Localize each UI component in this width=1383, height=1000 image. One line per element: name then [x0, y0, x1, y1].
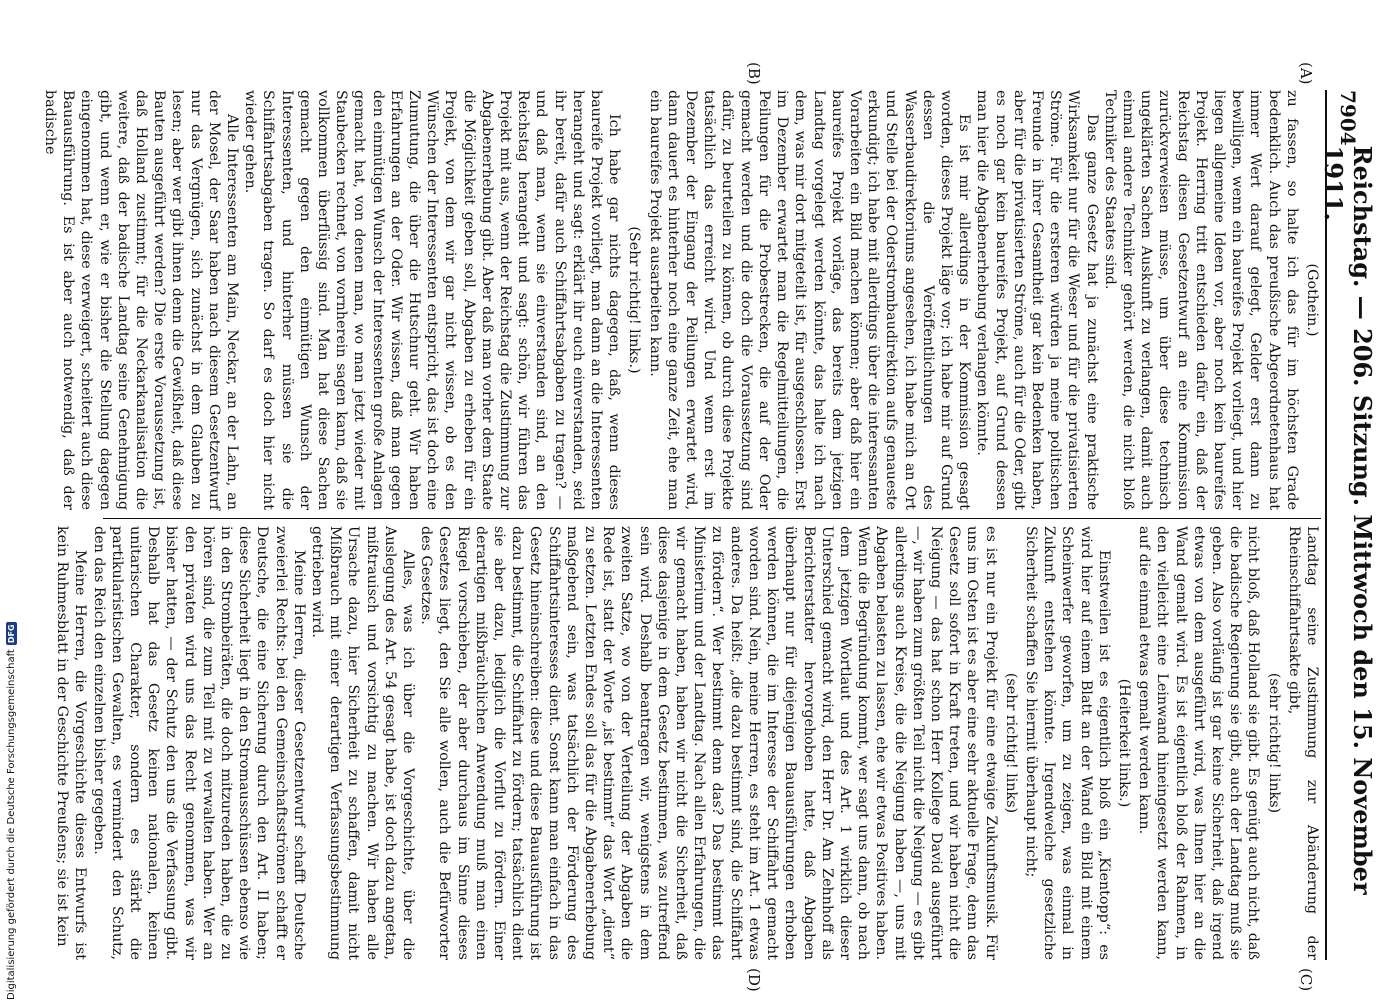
- margin-marker-d: (D): [745, 968, 763, 992]
- digitization-credit: [6, 610, 22, 1000]
- paragraph: Alle Interessenten am Main, Neckar, an der Lahn, an der Mosel, der Saar haben nach diesem Gesetzentwurf nur das Vergnügen, sich zunächst in dem Glauben zu lesen; aber wer gibt ihnen denn die Gewißheit, daß diese Bauten ausgeführt werden? Die erste Voraussetzung ist, daß Holland zustimmt; für die Neckarkanalisation die weitere, daß der badische Landtag seine Genehmigung gibt, und wenn er, wie er bisher die Stellung dagegen eingenommen hat, diese verweigert, scheitert auch diese Bauausführung. Es ist aber auch notwendig, daß der badische: [41, 90, 241, 510]
- paragraph: Meine Herren, die Vorgeschichte dieses Entwurfs ist kein Ruhmesblatt in der Geschichte Preußens; sie ist kein: [54, 526, 89, 960]
- margin-marker-b: (B): [745, 62, 763, 85]
- interjection: (sehr richtig! links): [1265, 672, 1282, 814]
- paragraph: Das ganze Gesetz hat ja zunächst eine praktische Wirksamkeit nur für die Weser und für die privatisierten Ströme. Für die ersteren würden ja meine politischen Freunde in ihrer Gesamtheit gar kein Bedenken haben, aber für die privatisierten Ströme, auch für die Oder, gibt es noch gar kein baureifes Projekt, auf Grund dessen man hier die Abgabenerhebung verlangen könnte.: [974, 90, 1100, 510]
- speaker-name: (Gothein.): [1304, 263, 1320, 337]
- left-column: [41, 90, 1321, 510]
- right-column: [54, 526, 1321, 960]
- interjection: (Sehr richtig! links.): [626, 226, 643, 374]
- paragraph: nicht bloß, daß Holland sie gibt. Es genügt auch nicht, daß die badische Regierung sie gibt, auch der Landtag muß sie geben. Also vorläufig ist gar keine Sicherheit, daß irgend etwas von dem ausgeführt wird, was Ihnen hier an die Wand gemalt wird. Es ist eigentlich bloß der Rahmen, in den vielleicht eine Leinwand hineingesetzt werden kann, auf die einmal etwas gemalt werden kann.: [1136, 526, 1262, 960]
- margin-marker-c: (C): [1297, 968, 1315, 992]
- paragraph: Einstweilen ist es eigentlich bloß ein „Kientopp“: es wird hier auf einem Blatt an der Wand ein Bild mit einem Scheinwerfer geworfen, um zu zeigen, was einmal in Zukunft entstehen könnte. Irgendwelche gesetzliche Sicherheit schaffen Sie hiermit überhaupt nicht;: [1022, 526, 1112, 960]
- rotated-page: [41, 0, 1383, 1000]
- page-number: 7904: [1336, 90, 1360, 146]
- header-title: Reichstag. — 206. Sitzung. Mittwoch den 15. November 1911.: [1319, 145, 1377, 895]
- credit-text: Digitalisierung gefördert durch die Deutsche Forschungsgemeinschaft: [6, 649, 17, 1000]
- dfg-logo-icon: DFG: [7, 624, 16, 644]
- paragraph: Alles, was ich über die Vorgeschichte, über die Auslegung des Art. 54 gesagt habe, ist doch dazu angetan, mißtrauisch und vorsichtig zu machen. Wir haben alle Ursache dazu, hier Sicherheit zu schaffen, damit nicht Mißbrauch mit einer derartigen Verfassungsbestimmung getrieben wird.: [309, 526, 417, 960]
- paragraph: Landtag seine Zustimmung zur Abänderung der Rheinschiffahrtsakte gibt,: [1285, 526, 1320, 960]
- paragraph: Meine Herren, dieser Gesetzentwurf schafft Deutsche zweierlei Rechts: bei den Gemeinschaftsströmen schafft er Deutsche, die eine Sicherung durch den Art. II haben; diese Sicherheit liegt in den Stromausschüssen ebenso wie in den Strombeiräten, die doch mitzureden haben, die zu hören sind, die zum Teil mit zu verwalten haben. Wer an den privaten wird uns das Recht genommen, was wir bisher hatten, — der Schutz den uns die Verfassung gibt. Deshalb hat das Gesetz keinen nationalen, keinen unitarischen Charakter, sondern es stärkt die partikularistischen Gewalten, es vermindert den Schutz, den das Reich den einzelnen bisher gegeben.: [90, 526, 307, 960]
- interjection: (Heiterkeit links.): [1115, 678, 1132, 808]
- paragraph: Ich habe gar nichts dagegen, daß, wenn dieses baureife Projekt vorliegt, man dann an die Interessenten herangeht und sagt: erklärt ihr euch einverstanden, seid ihr bereit, dafür auch Schiffahrtsabgaben zu tragen? — und daß man, wenn sie einverstanden sind, an den Reichstag herangeht und sagt: schön, wir führen das Projekt mit aus, wenn der Reichstag die Zustimmung zur Abgabenerhebung gibt. Aber daß man vorher dem Staate die Möglichkeit geben soll, Abgaben zu erheben für ein Projekt, von dem wir gar nicht wissen, ob es den Wünschen der Interessenten entspricht, das ist doch eine Zumutung, die über die Hutschnur geht. Wir haben Erfahrungen an der Oder. Wir wissen, daß man gegen den einmütigen Wunsch der Interessenten große Anlagen gemacht hat, von denen man, wo man jetzt wieder mit Staubecken rechnet, von vornherein sagen kann, daß sie vollkommen überflüssig sind. Man hat diese Sachen gemacht gegen den einmütigen Wunsch der Interessenten, und hinterher müssen sie die Schiffahrtsabgaben tragen. So darf es doch hier nicht wieder gehen.: [242, 90, 623, 510]
- running-header: [1319, 90, 1377, 960]
- column-divider: [103, 518, 1321, 519]
- header-rule: [1325, 90, 1327, 960]
- paragraph: zu fassen, so halte ich das für im höchsten Grade bedenklich. Auch das preußische Abgeordnetenhaus hat immer Wert darauf gelegt, Gelder erst dann zu bewilligen, wenn ein baureifes Projekt vorliegt, und hier liegen allgemeine Ideen vor, aber noch kein baureifes Projekt. Herring tritt entschieden dafür ein, daß der Reichstag diesen Gesetzentwurf an eine Kommission zurückverweisen müsse, um über diese technisch ungeklärten Sachen Auskunft zu verlangen, damit auch einmal andere Techniker gehört werden, die nicht bloß Techniker des Staates sind.: [1101, 90, 1300, 510]
- margin-marker-a: (A): [1297, 62, 1315, 85]
- paragraph: Es ist mir allerdings in der Kommission gesagt worden, dieses Projekt läge vor; ich habe mir auf Grund dessen die Veröffentlichungen des Wasserbaudirektoriums angesehen, ich habe mich an Ort und Stelle bei der Oderstrombaudirektion aufs genaueste erkundigt; ich habe mit allerdings über die interessanten Vorarbeiten ein Bild machen können; aber daß hier ein baureifes Projekt vorläge, das bereits dem jetzigen Landtag vorgelegt werden könnte, das halte ich nach dem, was mir dort mitgeteilt ist, für ausgeschlossen. Erst im Dezember erwartet man die Regelmitteilungen, die Peilungen für die Probestrecken, die auf der Oder gemacht werden und die doch die Voraussetzung sind dafür, zu beurteilen zu können, ob durch diese Projekte tatsächlich das erreicht wird. Und wenn erst im Dezember der Eingang der Peilungen erwartet wird, dann dauert es hinterher noch eine ganze Zeit, ehe man ein baureifes Projekt ausarbeiten kann.: [646, 90, 973, 510]
- paragraph: es ist nur ein Projekt für eine etwaige Zukunftsmusik. Für uns im Osten ist es aber eine sehr aktuelle Frage, denn das Gesetz soll sofort in Kraft treten, und wir haben nicht die Neigung — das hat schon Herr Kollege David ausgeführt —, wir haben zum größten Teil nicht die Neigung — es gibt allerdings auch Kreise, die die Neigung haben —, uns mit Abgaben belasten zu lassen, ehe wir etwas Positives haben. Wenn die Begründung kommt, wer sagt uns dann, ob nach dem jetzigen Wortlaut und des Art. 1 wirklich dieser Unterschied gemacht wird, den Herr Dr. Am Zehnhoff als Berichterstatter hervorgehoben hatte, daß Abgaben überhaupt nur für diejenigen Bauausführungen erhoben werden können, die im Interesse der Schiffahrt gemacht worden sind. Nein, meine Herren, es steht im Art. 1 etwas anderes. Da heißt: „die dazu bestimmt sind, die Schiffahrt zu fördern“. Wer bestimmt denn das? Das bestimmt das Ministerium und der Landtag. Nach allen Erfahrungen, die wir gemacht haben, haben wir nicht die Sicherheit, daß diese dasjenige in dem Gesetz bestimmen, was zutreffend sein wird. Deshalb beantragen wir, wenigstens in dem zweiten Satze, wo von der Verteilung der Abgaben die Rede ist, statt der Worte „ist bestimmt“ das Wort „dient“ zu setzen. Letzten Endes soll das für die Abgabenerhebung maßgebend sein, was tatsächlich der Förderung des Schiffahrtsinteresses dient. Sonst kann man einfach in das Gesetz hineinschreiben: diese und diese Bauausführung ist dazu bestimmt, die Schiffahrt zu fördern; tatsächlich dient sie aber dazu, lediglich die Vorflut zu fördern. Einer derartigen mißbräuchlichen Anwendung muß man einen Riegel vorschieben, der aber durchaus im Sinne dieses Gesetzes liegt, den Sie alle wollen, auch die Befürworter des Gesetzes.: [418, 526, 999, 960]
- interjection: (sehr richtig! links): [1002, 672, 1019, 814]
